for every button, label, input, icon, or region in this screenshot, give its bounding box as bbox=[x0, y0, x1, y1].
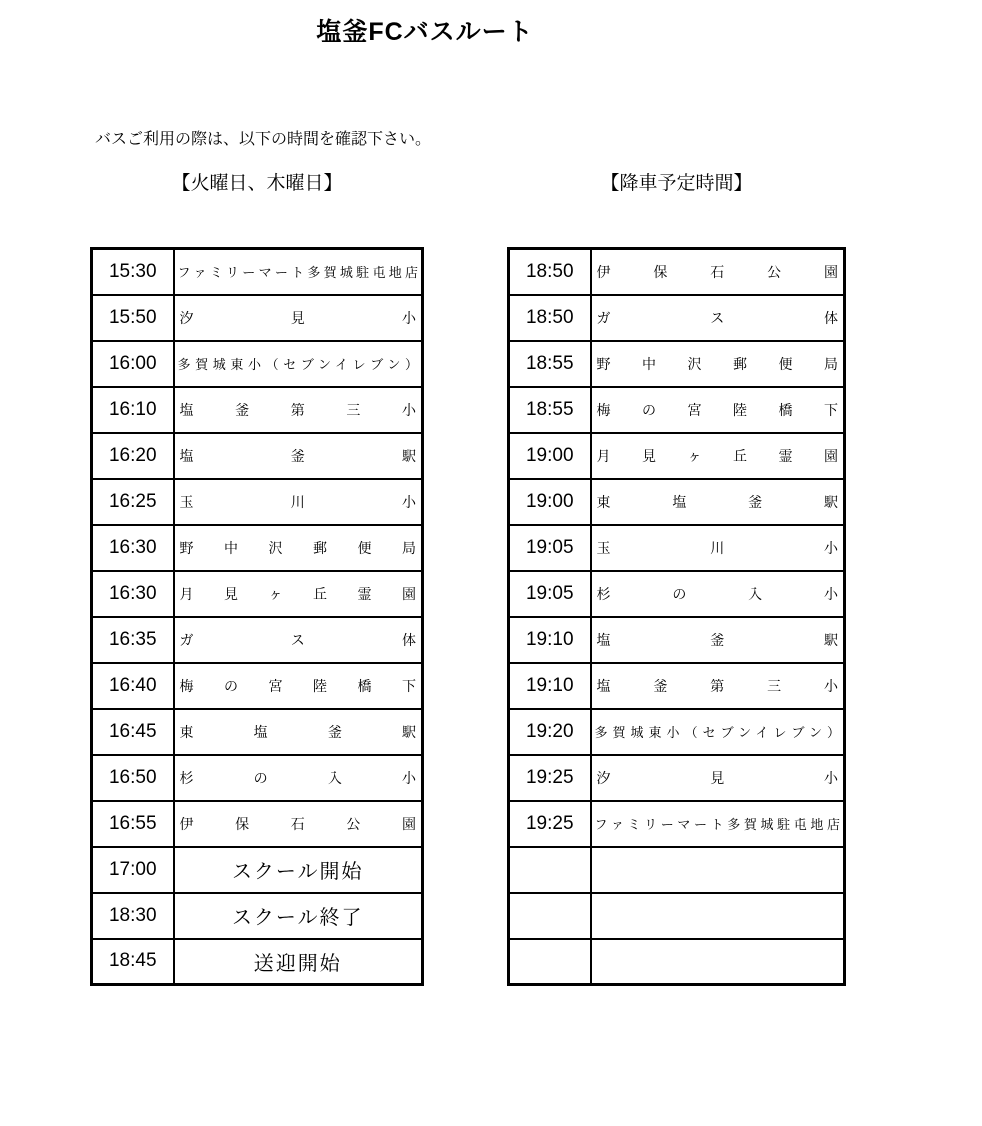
table-row bbox=[92, 801, 423, 847]
stop-cell: ファミリーマート多賀城駐屯地店 bbox=[591, 801, 845, 847]
time-cell: 16:40 bbox=[92, 663, 174, 709]
table-row bbox=[509, 847, 845, 893]
event-cell: スクール開始 bbox=[174, 847, 423, 893]
time-cell: 18:55 bbox=[509, 341, 591, 387]
time-cell: 19:10 bbox=[509, 617, 591, 663]
table-row bbox=[92, 939, 423, 985]
table-row bbox=[92, 479, 423, 525]
table-row bbox=[92, 709, 423, 755]
table-row bbox=[509, 617, 845, 663]
stop-cell: 梅の宮陸橋下 bbox=[591, 387, 845, 433]
stop-cell: 野中沢郵便局 bbox=[591, 341, 845, 387]
table-row bbox=[509, 295, 845, 341]
table-row bbox=[92, 341, 423, 387]
table-row bbox=[509, 433, 845, 479]
time-cell: 16:50 bbox=[92, 755, 174, 801]
stop-cell bbox=[591, 893, 845, 939]
time-cell: 19:20 bbox=[509, 709, 591, 755]
stop-cell: 塩釜第三小 bbox=[174, 387, 423, 433]
stop-cell: 汐見小 bbox=[174, 295, 423, 341]
stop-cell: 伊保石公園 bbox=[591, 249, 845, 295]
time-cell: 18:55 bbox=[509, 387, 591, 433]
dropoff-table-header: 【降車予定時間】 bbox=[600, 173, 753, 194]
time-cell: 16:55 bbox=[92, 801, 174, 847]
time-cell: 16:35 bbox=[92, 617, 174, 663]
table-row bbox=[509, 893, 845, 939]
event-cell: 送迎開始 bbox=[174, 939, 423, 985]
stop-cell: 多賀城東小（セブンイレブン） bbox=[591, 709, 845, 755]
table-row bbox=[92, 571, 423, 617]
table-row bbox=[509, 709, 845, 755]
table-row bbox=[92, 893, 423, 939]
table-row bbox=[509, 663, 845, 709]
table-row bbox=[92, 295, 423, 341]
time-cell: 18:50 bbox=[509, 295, 591, 341]
stop-cell: ガス体 bbox=[174, 617, 423, 663]
stop-cell: 梅の宮陸橋下 bbox=[174, 663, 423, 709]
time-cell bbox=[509, 939, 591, 985]
stop-cell: ファミリーマート多賀城駐屯地店 bbox=[174, 249, 423, 295]
stop-cell: 玉川小 bbox=[174, 479, 423, 525]
table-row bbox=[509, 755, 845, 801]
time-cell: 19:10 bbox=[509, 663, 591, 709]
table-row bbox=[92, 755, 423, 801]
time-cell: 19:05 bbox=[509, 525, 591, 571]
stop-cell: ガス体 bbox=[591, 295, 845, 341]
pickup-schedule-section bbox=[90, 172, 424, 986]
time-cell: 16:30 bbox=[92, 525, 174, 571]
table-row bbox=[92, 617, 423, 663]
stop-cell: 東塩釜駅 bbox=[591, 479, 845, 525]
time-cell: 16:10 bbox=[92, 387, 174, 433]
stop-cell: 塩釜第三小 bbox=[591, 663, 845, 709]
time-cell: 19:00 bbox=[509, 479, 591, 525]
time-cell: 18:45 bbox=[92, 939, 174, 985]
table-row bbox=[92, 387, 423, 433]
table-row bbox=[92, 525, 423, 571]
time-cell bbox=[509, 847, 591, 893]
event-cell: スクール終了 bbox=[174, 893, 423, 939]
time-cell: 15:50 bbox=[92, 295, 174, 341]
stop-cell: 東塩釜駅 bbox=[174, 709, 423, 755]
table-row bbox=[92, 249, 423, 295]
table-row bbox=[509, 341, 845, 387]
table-row bbox=[509, 479, 845, 525]
stop-cell: 塩釜駅 bbox=[174, 433, 423, 479]
stop-cell: 玉川小 bbox=[591, 525, 845, 571]
intro-text: バスご利用の際は、以下の時間を確認下さい。 bbox=[95, 131, 432, 148]
dropoff-schedule-section bbox=[507, 172, 846, 986]
table-row bbox=[509, 387, 845, 433]
dropoff-schedule-table bbox=[507, 247, 846, 986]
table-row bbox=[92, 433, 423, 479]
time-cell: 16:25 bbox=[92, 479, 174, 525]
time-cell: 16:00 bbox=[92, 341, 174, 387]
page-title: 塩釜FCバスルート bbox=[316, 18, 534, 46]
pickup-table-header: 【火曜日、木曜日】 bbox=[171, 173, 343, 194]
stop-cell: 杉の入小 bbox=[591, 571, 845, 617]
time-cell: 19:05 bbox=[509, 571, 591, 617]
stop-cell: 月見ヶ丘霊園 bbox=[174, 571, 423, 617]
time-cell: 18:50 bbox=[509, 249, 591, 295]
pickup-schedule-table bbox=[90, 247, 424, 986]
time-cell: 15:30 bbox=[92, 249, 174, 295]
time-cell: 17:00 bbox=[92, 847, 174, 893]
time-cell: 16:30 bbox=[92, 571, 174, 617]
table-row bbox=[509, 525, 845, 571]
stop-cell: 野中沢郵便局 bbox=[174, 525, 423, 571]
table-row bbox=[92, 847, 423, 893]
stop-cell: 汐見小 bbox=[591, 755, 845, 801]
time-cell: 19:00 bbox=[509, 433, 591, 479]
table-row bbox=[509, 939, 845, 985]
time-cell bbox=[509, 893, 591, 939]
table-row bbox=[509, 571, 845, 617]
stop-cell: 塩釜駅 bbox=[591, 617, 845, 663]
time-cell: 16:20 bbox=[92, 433, 174, 479]
stop-cell: 月見ヶ丘霊園 bbox=[591, 433, 845, 479]
table-row bbox=[509, 249, 845, 295]
time-cell: 19:25 bbox=[509, 755, 591, 801]
stop-cell bbox=[591, 939, 845, 985]
stop-cell: 伊保石公園 bbox=[174, 801, 423, 847]
time-cell: 16:45 bbox=[92, 709, 174, 755]
stop-cell: 杉の入小 bbox=[174, 755, 423, 801]
table-row bbox=[509, 801, 845, 847]
time-cell: 18:30 bbox=[92, 893, 174, 939]
table-row bbox=[92, 663, 423, 709]
stop-cell: 多賀城東小（セブンイレブン） bbox=[174, 341, 423, 387]
time-cell: 19:25 bbox=[509, 801, 591, 847]
stop-cell bbox=[591, 847, 845, 893]
